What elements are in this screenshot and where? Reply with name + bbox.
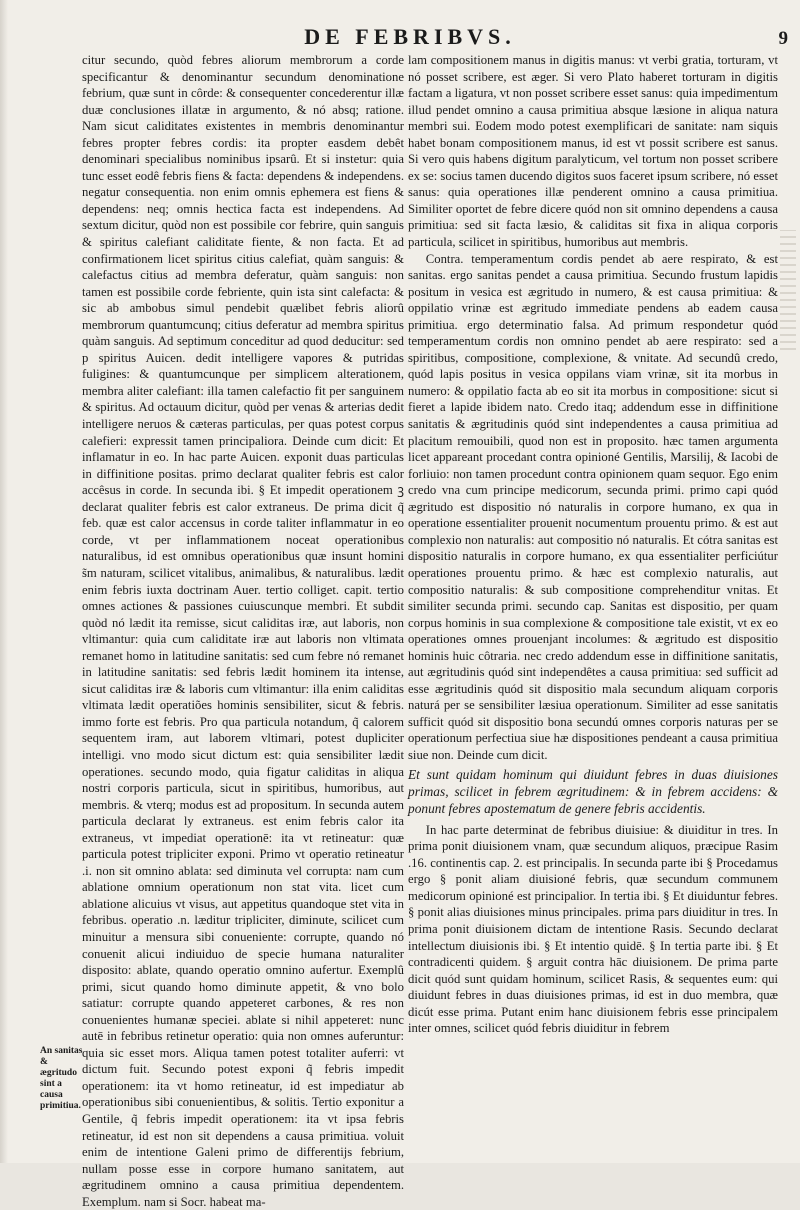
right-column: [408, 52, 778, 1133]
bleed-through-mark: [780, 230, 796, 350]
running-head: DE FEBRIBVS.: [304, 24, 516, 49]
margin-note: An sanitas & ægritudo sint a causa primitiua.: [40, 1046, 83, 1111]
right-paragraph-3: In hac parte determinat de febribus diuisiue: & diuiditur in tres. In prima ponit diuisionem vnam, quæ secundum aliquos, præcipue Rasim .16. continentis cap. 2. est principalis. In secunda parte ibi § Procedamus ergo § ponit aliam diuisioné febris, quæ secundum communem medicorum opinioné est principalior. In tertia ibi. § Et diuiduntur febres. § ponit alias diuisiones minus principales. prima pars diuiditur in tres. In prima ponit diuisionem dictam de intentione Rasis. Secundo declarat intellectum diuisionis ibi. § Et intentio quidē. § In tertia parte ibi. § Et contradicenti quidem. § arguit contra hāc diuisionem. De prima parte dicit quód sunt quidam hominum, scilicet Rasis, & sequentes eum: qui diuidunt febres in duas diuisiones primas, id est in duo membra, quæ dicút esse prima. Putant enim hanc diuisionem febris esse principalem inter omnes, scilicet quód febris diuiditur in febrem: [408, 822, 778, 1036]
quoted-thesis: Et sunt quidam hominum qui diuidunt febres in duas diuisiones primas, scilicet in febrem ægritudinem: & in febrem accidens: & ponunt febres apostematum de genere febris accidentis.: [408, 766, 778, 817]
page-number: 9: [778, 28, 788, 49]
left-column-text: citur secundo, quòd febres aliorum membrorum a corde specificantur & denominantur secundum denominatione febrium, quæ sunt in côrde: & consequenter concederentur illæ duæ conclusiones illatæ in argumento, & nó absq; ratione. Nam sicut caliditates existentes in membris denominantur febres propter febres cordis: ita propter easdem debêt denominari specialibus nominibus ipsarû. Et si instetur: quia tunc esset eodê febris fiens & facta: dependens & independens. negatur consequentia. non enim omnis ephemera est fiens & dependens: neq; omnis hectica facta est independens. Ad sextum dicitur, quòd non est possibile cor febrire, quin sanguis & spiritus calefiant caliditate fiente, & non facta. Et ad confirmationem licet spiritus citius calefiat, quàm sanguis: & calefactus citius ad membra deferatur, quàm sanguis: non tamen est possibile corde febriente, quin ista sint calefacta: & sic ab ambobus simul pendebit quælibet febris aliorû membrorum quantumcunq; citius deferatur ad membra spiritus quàm sanguis. Ad septimum conceditur ad quod deducitur: sed p spiritus Auicen. dedit intelligere vapores & putridas fuligines: & quantumcunque per simplicem alterationem, membra aliter calefiant: illa tamen calefactio fit per sanguinem & spiritus. Ad octauum dicitur, quòd per venas & arterias dedit intelligere neruos & cæteras particulas, per quas potest corpus calefieri: expressit tamen principaliora. Deinde cum dicit: Et inflamatur in eo. In hac parte Auicen. exponit duas particulas in diffinitione positas. primo declarat qualiter febris est calor accêsus in corde. In secunda ibi. § Et impedit operationem ꝫ declarat qualiter febris est calor extraneus. De prima dicit q̃ feb. quæ est calor accensus in corde taliter inflammatur in eo corde, vt per inflammationem noceat operationibus naturalibus, id est omnibus operationibus quæ insunt homini s̃m naturam, scilicet vitalibus, animalibus, & naturalibus. lædit enim febris iuxta doctrinam Auer. tertio colliget. capit. tertio omnes actiones & passiones cuiuscunque membri. Et subdit quòd nó lædit ita remisse, sicut caliditas iræ, aut laboris, non vltimantur: quia cum caliditate iræ aut laboris non vltimata remanet homo in latitudine sanitatis: sed cum febre nó remanet in latitudine sanitatis: sed febris lædit hominem ita intense, sicut caliditas iræ & laboris cum vltimantur: illa enim caliditas vltimata lædit operatiões hominis sensibiliter, sicut & febris. immo forte est febris. Pro qua particula notandum, q̃ calorem sequentem iram, aut laborem vltimari, potest dupliciter intelligi. vno modo sicut dictum est: quia sensibiliter lædit operationes. secundo modo, quia figatur caliditas in aliqua nostri corporis particula, sicut in spiritibus, humoribus, aut membris. & vterq; modus est ad propositum. In secunda autem particula declarat ly extraneus. est enim febris calor ita extraneus, vt impediat operationē: ita vt retineatur: quæ particula potest tripliciter exponi. Primo vt operatio retineatur .i. non sit omnino ablata: sed diminuta vel corrupta: nam cum ablatione omnium operationum non stat vita. licet cum ablatione alicuius vt visus, aut appetitus quandoque stet vita in febribus. operatio .n. læditur tripliciter, diminute, scilicet cum minuitur a mensura sibi conueniente: corrupte, quando nó conuenit alicui indiuiduo de specie humana naturaliter disposito: ablate, quando operatio omnino aufertur. Exemplû primi, sicut quando homo diminute appetit, & vno bolo satiatur: corrupte quando appeteret carbones, & res non conuenientes humanæ speciei. ablate si nihil appeteret: nunc autē in febribus retinetur operatio: quia non omnes auferuntur: quia sic esset mors. Aliqua tamen potest totaliter auferri: vt dictum fuit. Secundo potest exponi q̃ febris impedit operationem: ita vt homo retineatur, id est impediatur ab operationibus sibi conuenientibus, & solitis. Tertio exponitur a Gentile, q̃ febris impedit operationem: ita vt ipsa febris retineatur, id est non sit dependens a causa primitiua. voluit enim de intentione Galeni primo de differentijs febrium, nullam posse esse in corpore humano sanitatem, aut ægritudinem omnino a causa primitiua dependentem. Exemplum. nam si Socr. habeat ma-: [82, 53, 404, 1209]
page-edge-shadow: [0, 0, 8, 1163]
right-paragraph-1: lam compositionem manus in digitis manus: vt verbi gratia, torturam, vt nó posset scribere, est æger. Si vero Plato haberet torturam in digitis factam a ligatura, vt non posset scribere esset sanus: quia impedimentum illud pendet omnino a causa primitiua absque læsione in aliqua natura membri sui. Eodem modo potest exemplificari de sanitate: nam siquis habet bonam compositionem manus, id est vt possit scribere est sanus. Si vero quis habens digitum paralyticum, vel tortum non posset scribere ex se: socius tamen ducendo digitos suos faceret ipsum scribere, nó esset sanus: quia operationes illæ penderent omnino a causa primitiua. Similiter oportet de febre dicere quód non sit omnino dependens a causa primitiua: sed sit facta læsio, & caliditas sit fixa in aliqua corporis particula, scilicet in spiritibus, humoribus aut membris.: [408, 53, 778, 250]
right-paragraph-2: Contra. temperamentum cordis pendet ab aere respirato, & est sanitas. ergo sanitas pendet a causa primitiua. Secundo frustum lapidis positum in vesica est ægritudo in numero, & est causa primitiua: & oppilatio vrinæ est ægritudo immediate pendens ab eadem causa primitiua. ergo determinatio falsa. Ad primum respondetur quód temperamentum cordis non omnino pendet ab aere respirato: sed a spiritibus, compositione, complexione, & vnitate. Ad secundû credo, quód lapis positus in vesica oppilans viam vrinæ, sit ita morbus in numero: & oppilatio facta ab eo sit ita morbus in compositione: sicut si fieret a lapide ibidem nato. Credo itaq; addendum esse in diffinitione sanitatis & ægritudinis quód sint independentes a causa primitiua ad placitum remouibili, quod non est in proposito. hæc tamen argumenta licet appareant procedant contra opinioné Gentilis, Marsilij, & Iacobi de forliuio: non tamen procedunt contra opinionem quam sequor. Ego enim credo vna cum principe medicorum, secunda primi. primo capi quód ægritudo est dispositio nó naturalis in corpore humano, ex qua in operatione essentialiter prouenit nocumentum prouentu primo. & est aut complexio non naturalis: aut compositio nó naturalis. Et cótra sanitas est dispositio naturalis in corpore humano, ex qua essentialiter perficiútur operationes prouentu primo. & hæc est complexio naturalis, aut compositio naturalis: & sub compositione comprehenditur vnitas. Et similiter secunda primi. secundo cap. Sanitas est dispositio, per quam corpus hominis in sua complexione & compositione tale existit, vt ex eo operationes omnes prouenjant incolumes: & ægritudo est dispositio hominis huic côtraria. nec credo addendum esse in diffinitione sanitatis, aut ægritudinis quód sint independêtes a causa primitiua: sed sufficit ad esse ægritudinis quód sit dispositio mala secundum aliquam corporis naturá per se sensibiliter læsiua operationum. Similiter ad esse sanitatis sufficit quód sit dispositio bona secundú omnes corporis naturas per se operationum perfectiua siue hæ dispositiones pendeant a causa primitiua siue non. Deinde cum dicit.: [408, 251, 778, 762]
left-column: [82, 52, 404, 1209]
